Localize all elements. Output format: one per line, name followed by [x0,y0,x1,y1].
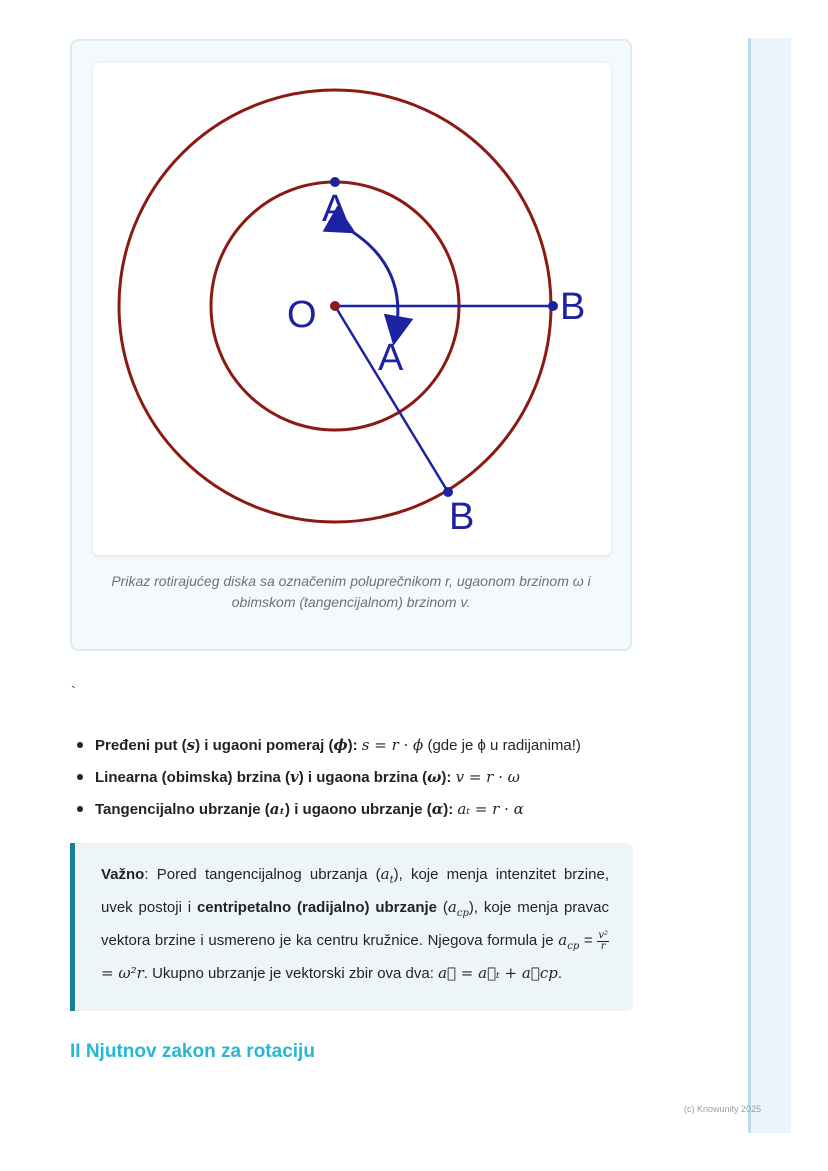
rotating-disk-diagram [93,63,611,555]
label-b-bottom: B [449,496,475,538]
copyright-footer: (c) Knowunity 2025 [684,1104,762,1114]
vector-formula: a⃗ = a⃗ₜ + a⃗cp [438,964,558,982]
callout-text: Važno: Pored tangencijalnog ubrzanja $(a_t)$, koje menja intenzitet brzine, uvek postoji i centripetalno (radijalno) ubrzanje $(a_{cp})$, koje menja pravac vektora brzine i usmereno je ka centru kružnice. Njegova formula je $a_{cp}$ = $\frac{\text{v²}}{r}$ = ω²r. Ukupno ubrzanje je vektorski zbir ova dva: a⃗ = a⃗ₜ + a⃗cp. [101,865,609,982]
section-heading: II Njutnov zakon za rotaciju [70,1041,315,1062]
list-item [76,734,636,766]
important-callout [70,843,633,1011]
bullet-term: Linearna (obimska) brzina (v) i ugaona brzina (ω): [95,768,452,786]
label-center-o: O [287,294,317,336]
figure-caption: Prikaz rotirajućeg diska sa označenim poluprečnikom r, ugaonom brzinom ω i obimskom (tangencijalnom) brzinom v. [111,573,591,610]
disk-svg [93,63,611,555]
radius-line-diagonal [335,306,448,492]
right-margin-bar [748,38,791,1133]
bullet-formula: v = r · ω [455,768,520,786]
label-a-inner: A [378,337,404,379]
center-dot [330,301,340,311]
list-item [76,766,636,798]
bullet-formula: aₜ = r · α [457,800,524,818]
point-b-right-dot [548,301,558,311]
stray-mark: ` [71,683,76,699]
rotation-arc-arrow [343,226,398,331]
bullet-term: Tangencijalno ubrzanje (aₜ) i ugaono ubrzanje (α): [95,800,454,818]
formula-list [76,734,636,830]
bullet-note: (gde je ϕ u radijanima!) [427,737,581,754]
fraction: $\frac{\text{v²}}{r}$ [598,929,608,952]
label-b-right: B [560,286,586,328]
label-a-top: A [322,188,348,230]
bullet-formula: s = r · ϕ [361,736,424,754]
figure-card [70,39,632,651]
bullet-term: Pređeni put (s) i ugaoni pomeraj (ϕ): [95,736,358,754]
list-item [76,798,636,830]
point-a-dot [330,177,340,187]
